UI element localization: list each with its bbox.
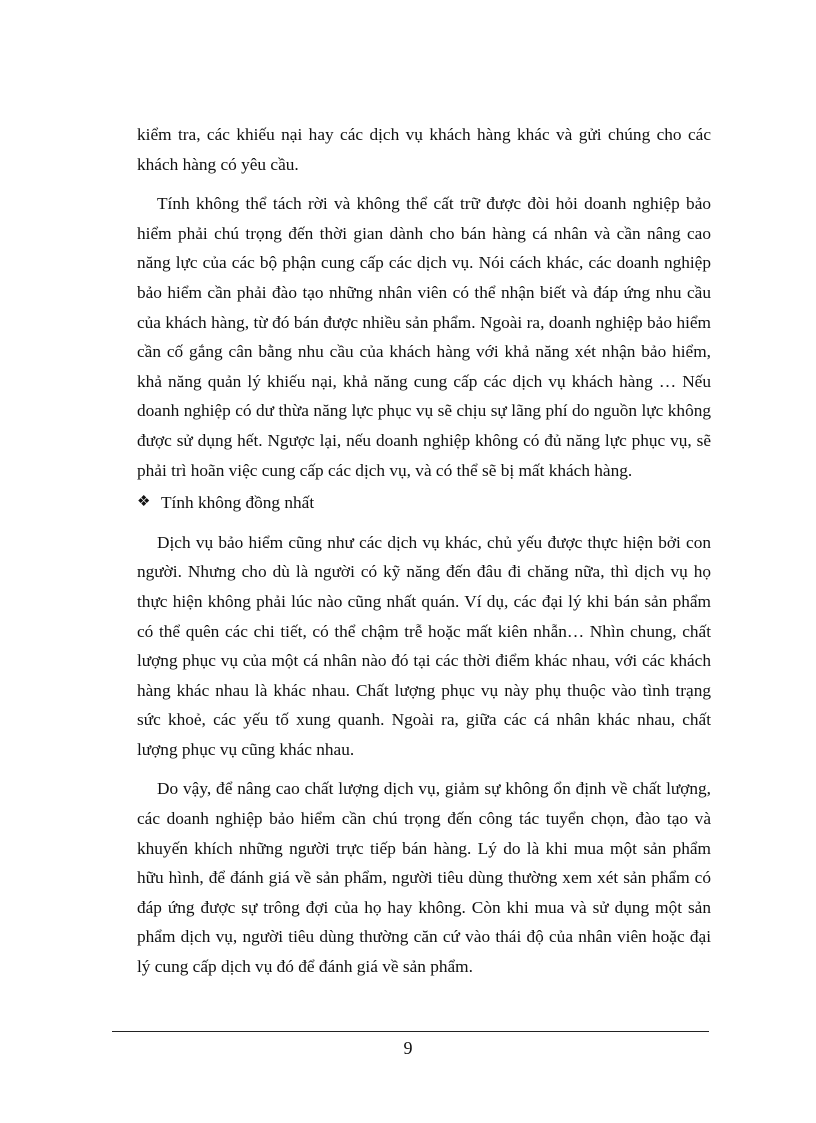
section-heading [137,488,711,518]
document-body [137,120,711,982]
paragraph-conclusion: Do vậy, để nâng cao chất lượng dịch vụ, giảm sự không ổn định về chất lượng, các doanh nghiệp bảo hiểm cần chú trọng đến công tác tuyển chọn, đào tạo và khuyến khích những người trực tiếp bán hàng. Lý do là khi mua một sản phẩm hữu hình, để đánh giá về sản phẩm, người tiêu dùng thường xem xét sản phẩm có đáp ứng được sự trông đợi của họ hay không. Còn khi mua và sử dụng một sản phẩm dịch vụ, người tiêu dùng thường căn cứ vào thái độ của nhân viên hoặc đại lý cung cấp dịch vụ đó để đánh giá về sản phẩm. [137,779,711,977]
section-heading-text: Tính không đồng nhất [161,493,315,513]
diamond-bullet-icon: ❖ [137,494,151,511]
page-number: 9 [403,1038,413,1058]
footer-divider [112,1031,709,1032]
paragraph-continuation: kiểm tra, các khiếu nại hay các dịch vụ khách hàng khác và gửi chúng cho các khách hàng có yêu cầu. [137,125,711,174]
paragraph-inseparability: Tính không thể tách rời và không thể cất trữ được đòi hỏi doanh nghiệp bảo hiểm phải chú trọng đến thời gian dành cho bán hàng cá nhân và cần nâng cao năng lực của các bộ phận cung cấp các dịch vụ. Nói cách khác, các doanh nghiệp bảo hiểm cần phải đào tạo những nhân viên có thể nhận biết và đáp ứng nhu cầu của khách hàng, từ đó bán được nhiều sản phẩm. Ngoài ra, doanh nghiệp bảo hiểm cần cố gắng cân bằng nhu cầu của khách hàng với khả năng xét nhận bảo hiểm, khả năng quản lý khiếu nại, khả năng cung cấp các dịch vụ khách hàng … Nếu doanh nghiệp có dư thừa năng lực phục vụ sẽ chịu sự lãng phí do nguồn lực không được sử dụng hết. Ngược lại, nếu doanh nghiệp không có đủ năng lực phục vụ, sẽ phải trì hoãn việc cung cấp các dịch vụ, và có thể sẽ bị mất khách hàng. [137,194,711,480]
paragraph-heterogeneity: Dịch vụ bảo hiểm cũng như các dịch vụ khác, chủ yếu được thực hiện bởi con người. Nhưng cho dù là người có kỹ năng đến đâu đi chăng nữa, thì dịch vụ họ thực hiện không phải lúc nào cũng nhất quán. Ví dụ, các đại lý khi bán sản phẩm có thể quên các chi tiết, có thể chậm trễ hoặc mất kiên nhẫn… Nhìn chung, chất lượng phục vụ của một cá nhân nào đó tại các thời điểm khác nhau, với các khách hàng khác nhau là khác nhau. Chất lượng phục vụ này phụ thuộc vào tình trạng sức khoẻ, các yếu tố xung quanh. Ngoài ra, giữa các cá nhân khác nhau, chất lượng phục vụ cũng khác nhau. [137,532,711,759]
